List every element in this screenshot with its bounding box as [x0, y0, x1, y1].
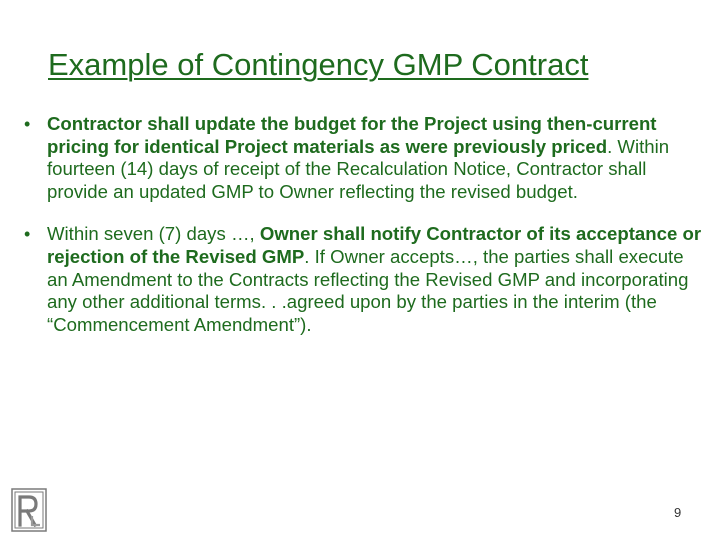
bullet-icon: • — [24, 224, 31, 245]
company-logo-icon — [11, 488, 47, 532]
bullet-text: . Within fourteen (14) days of receipt of the Recalculation Notice, Contractor shall provide an updated GMP to Owner reflecting the revised budget. — [47, 135, 670, 202]
bullet-icon: • — [24, 114, 31, 134]
page-number: 9 — [674, 505, 682, 520]
bullet-bold-text: Contractor shall update the budget for the Project using then-current pricing for identical Project materials as were previously priced — [47, 113, 657, 157]
bullet-text: Within seven (7) days …, — [47, 223, 260, 245]
slide-title: Example of Contingency GMP Contract — [48, 47, 589, 82]
bullet-item — [24, 223, 704, 336]
bullet-bold-text: Owner shall notify Contractor of its acceptance or rejection of the Revised GMP — [47, 223, 702, 267]
bullet-text: . If Owner accepts…, the parties shall execute an Amendment to the Contracts reflecting the Revised GMP and incorporating any other additional terms. . .agreed upon by the parties in the interim (the “Commencement Amendment”). — [47, 245, 689, 335]
bullet-item — [24, 113, 704, 203]
bullet-list — [24, 113, 704, 336]
